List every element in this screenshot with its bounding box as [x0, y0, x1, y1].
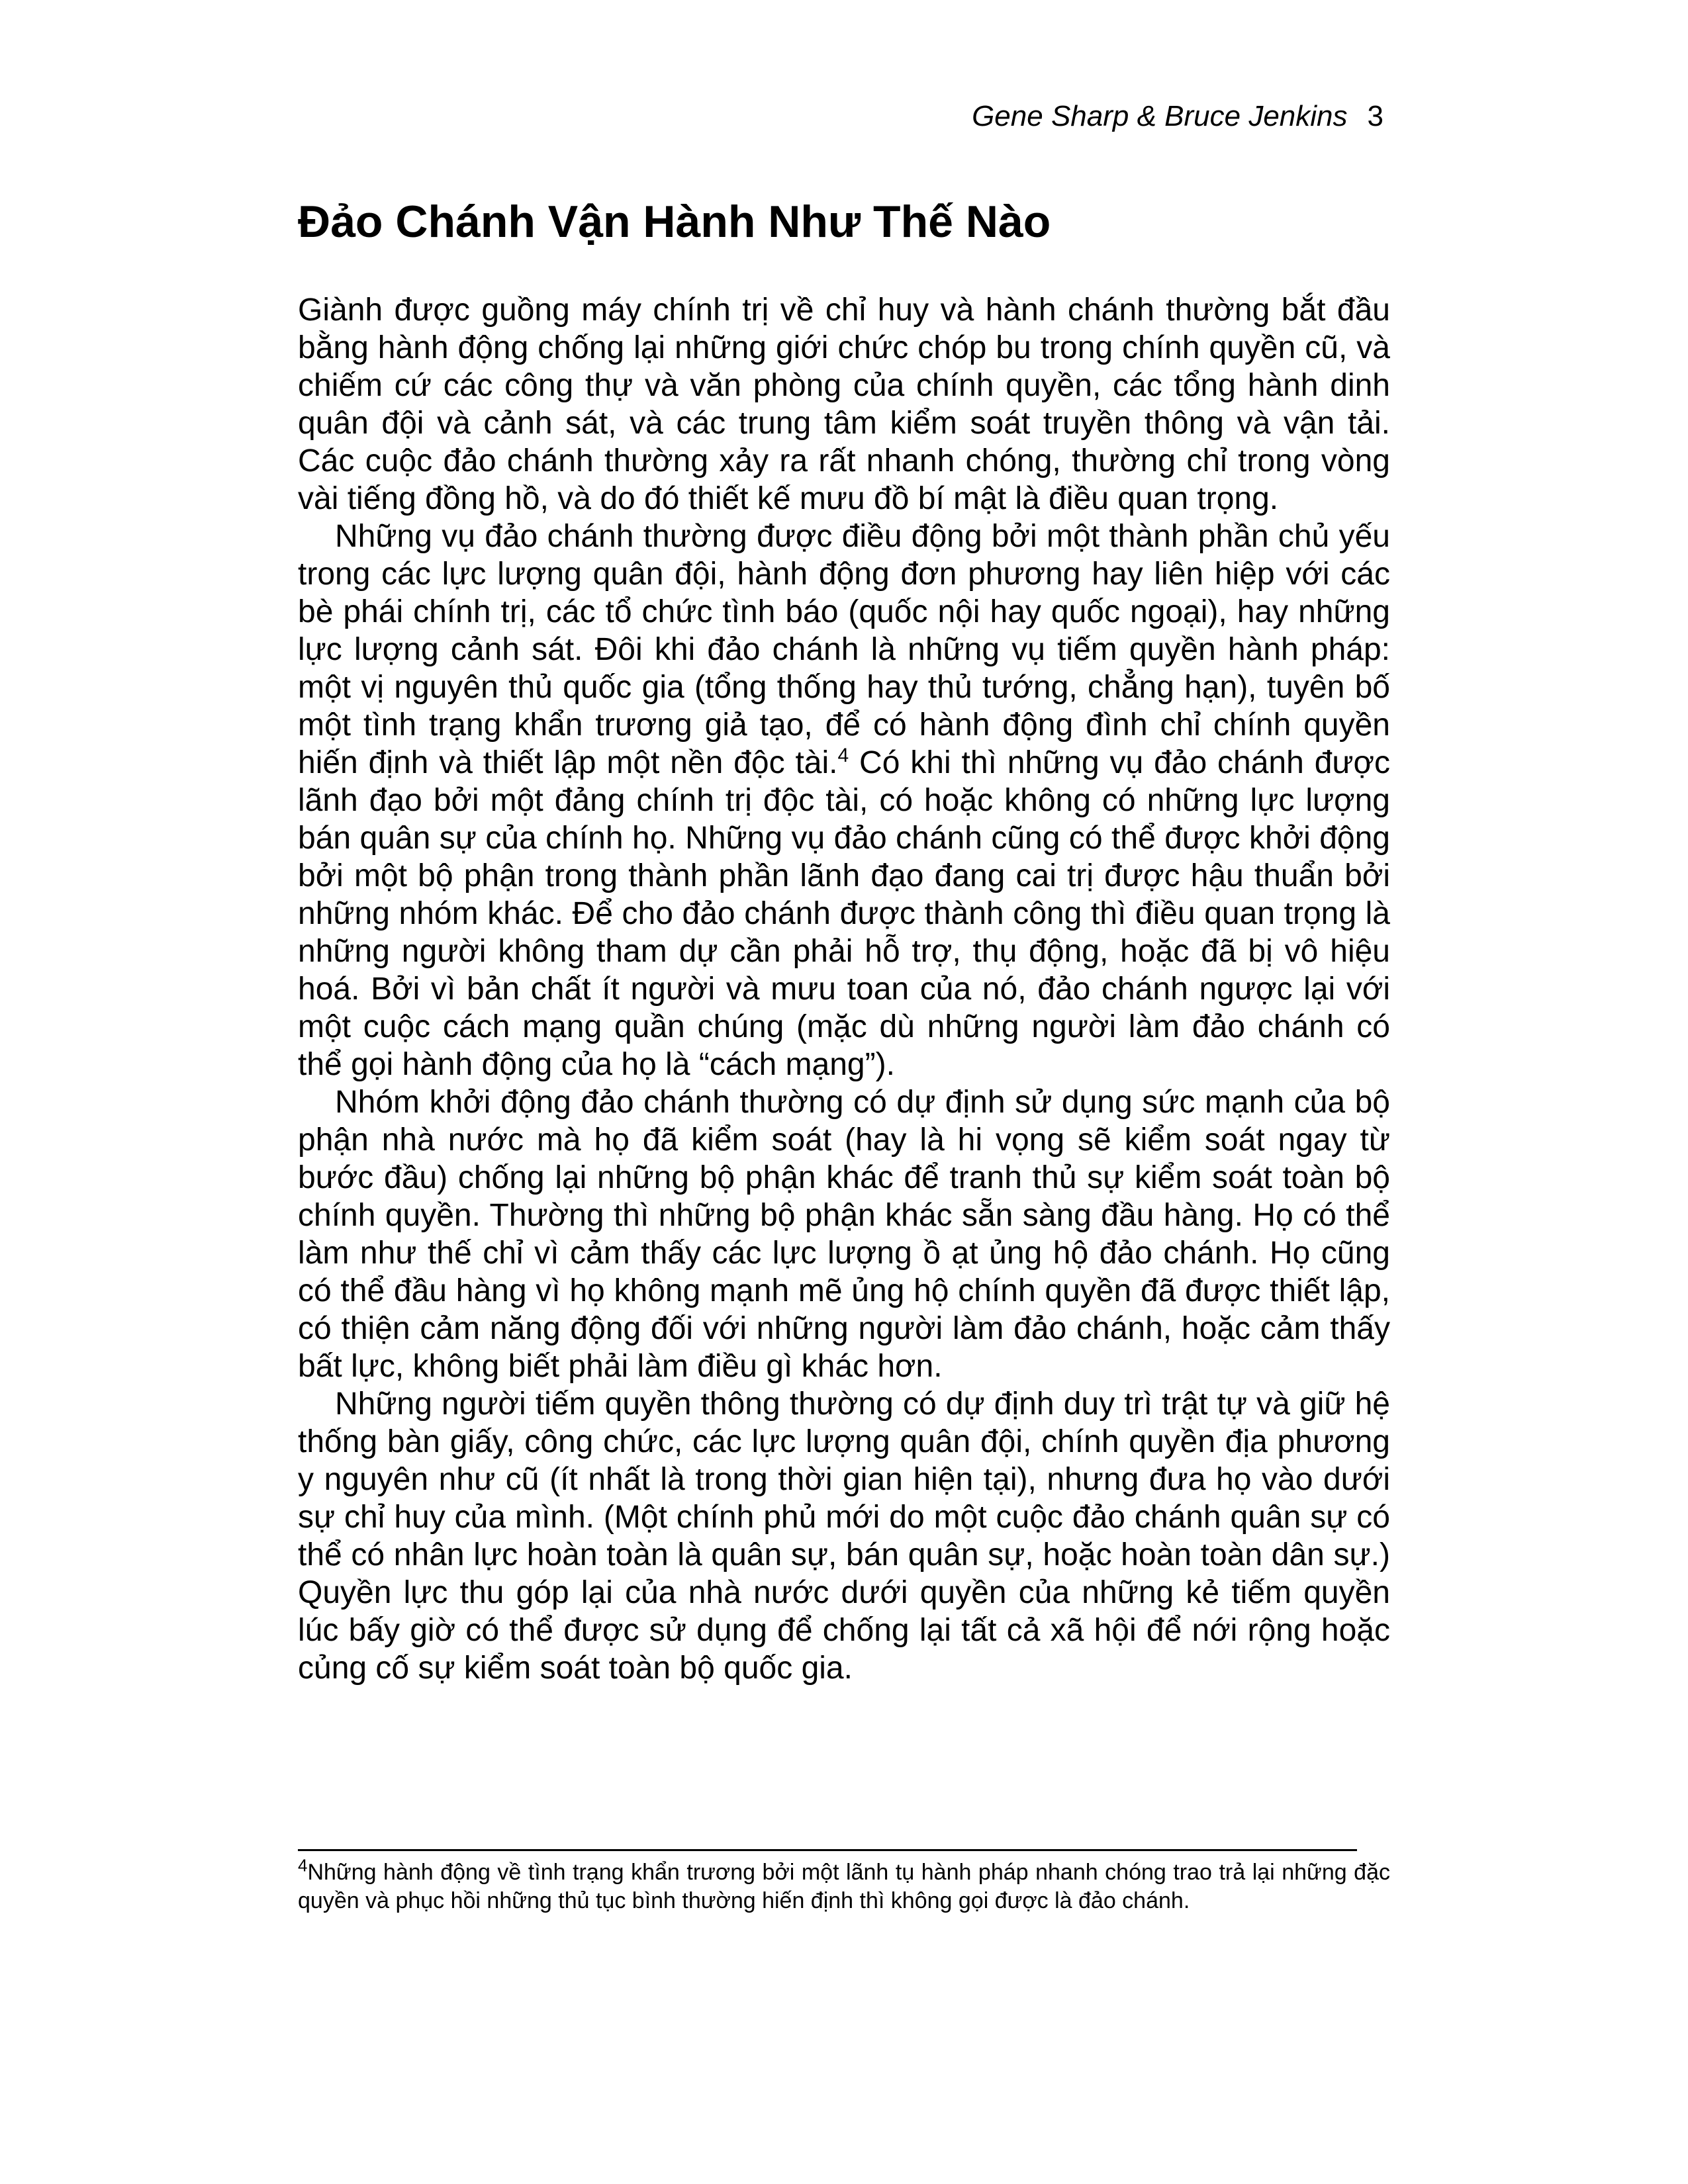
paragraph-4: Những người tiếm quyền thông thường có dự định duy trì trật tự và giữ hệ thống bàn giấy, công chức, các lực lượng quân đội, chính quyền địa phương y nguyên như cũ (ít nhất là trong thời gian hiện tại), nhưng đưa họ vào dưới sự chỉ huy của mình. (Một chính phủ mới do một cuộc đảo chánh quân sự có thể có nhân lực hoàn toàn là quân sự, bán quân sự, hoặc hoàn toàn dân sự.) Quyền lực thu góp lại của nhà nước dưới quyền của những kẻ tiếm quyền lúc bấy giờ có thể được sử dụng để chống lại tất cả xã hội để nới rộng hoặc củng cố sự kiểm soát toàn bộ quốc gia.	[298, 1387, 1390, 1686]
running-head	[972, 97, 1383, 136]
paragraph-2-part-2: Có khi thì những vụ đảo chánh được lãnh đạo bởi một đảng chính trị độc tài, có hoặc không có những lực lượng bán quân sự của chính họ. Những vụ đảo chánh cũng có thể được khởi động bởi một bộ phận trong thành phần lãnh đạo đang cai trị được hậu thuẩn bởi những nhóm khác. Để cho đảo chánh được thành công thì điều quan trọng là những người không tham dự cần phải hỗ trợ, thụ động, hoặc đã bị vô hiệu hoá. Bởi vì bản chất ít người và mưu toan của nó, đảo chánh ngược lại với một cuộc cách mạng quần chúng (mặc dù những người làm đảo chánh có thể gọi hành động của họ là “cách mạng”).	[298, 745, 1390, 1082]
page-number: 3	[1367, 100, 1383, 132]
paragraph-1: Giành được guồng máy chính trị về chỉ huy và hành chánh thường bắt đầu bằng hành động chống lại những giới chức chóp bu trong chính quyền cũ, và chiếm cứ các công thự và văn phòng của chính quyền, các tổng hành dinh quân đội và cảnh sát, và các trung tâm kiểm soát truyền thông và vận tải. Các cuộc đảo chánh thường xảy ra rất nhanh chóng, thường chỉ trong vòng vài tiếng đồng hồ, và do đó thiết kế mưu đồ bí mật là điều quan trọng.	[298, 293, 1390, 516]
footnote-text: Những hành động về tình trạng khẩn trương bởi một lãnh tụ hành pháp nhanh chóng trao trả lại những đặc quyền và phục hồi những thủ tục bình thường hiến định thì không gọi được là đảo chánh.	[298, 1860, 1390, 1913]
running-head-authors: Gene Sharp & Bruce Jenkins	[972, 100, 1348, 132]
body-text	[298, 291, 1390, 1687]
footnote-separator	[298, 1849, 1357, 1851]
paragraph-3: Nhóm khởi động đảo chánh thường có dự định sử dụng sức mạnh của bộ phận nhà nước mà họ đã kiểm soát (hay là hi vọng sẽ kiểm soát ngay từ bước đầu) chống lại những bộ phận khác để tranh thủ sự kiểm soát toàn bộ chính quyền. Thường thì những bộ phận khác sẵn sàng đầu hàng. Họ có thể làm như thế chỉ vì cảm thấy các lực lượng ồ ạt ủng hộ đảo chánh. Họ cũng có thể đầu hàng vì họ không mạnh mẽ ủng hộ chính quyền đã được thiết lập, có thiện cảm năng động đối với những người làm đảo chánh, hoặc cảm thấy bất lực, không biết phải làm điều gì khác hơn.	[298, 1085, 1390, 1384]
paragraph-2	[298, 518, 1390, 1083]
footnote-reference-4: 4	[837, 745, 849, 766]
paragraph-2-part-1: Những vụ đảo chánh thường được điều động bởi một thành phần chủ yếu trong các lực lượng quân đội, hành động đơn phương hay liên hiệp với các bè phái chính trị, các tổ chức tình báo (quốc nội hay quốc ngoại), hay những lực lượng cảnh sát. Đôi khi đảo chánh là những vụ tiếm quyền hành pháp: một vị nguyên thủ quốc gia (tổng thống hay thủ tướng, chẳng hạn), tuyên bố một tình trạng khẩn trương giả tạo, để có hành động đình chỉ chính quyền hiến định và thiết lập một nền độc tài.	[298, 519, 1390, 780]
footnote-marker: 4	[298, 1855, 308, 1876]
footnote-4	[298, 1855, 1390, 1915]
chapter-title: Đảo Chánh Vận Hành Như Thế Nào	[298, 197, 1051, 247]
